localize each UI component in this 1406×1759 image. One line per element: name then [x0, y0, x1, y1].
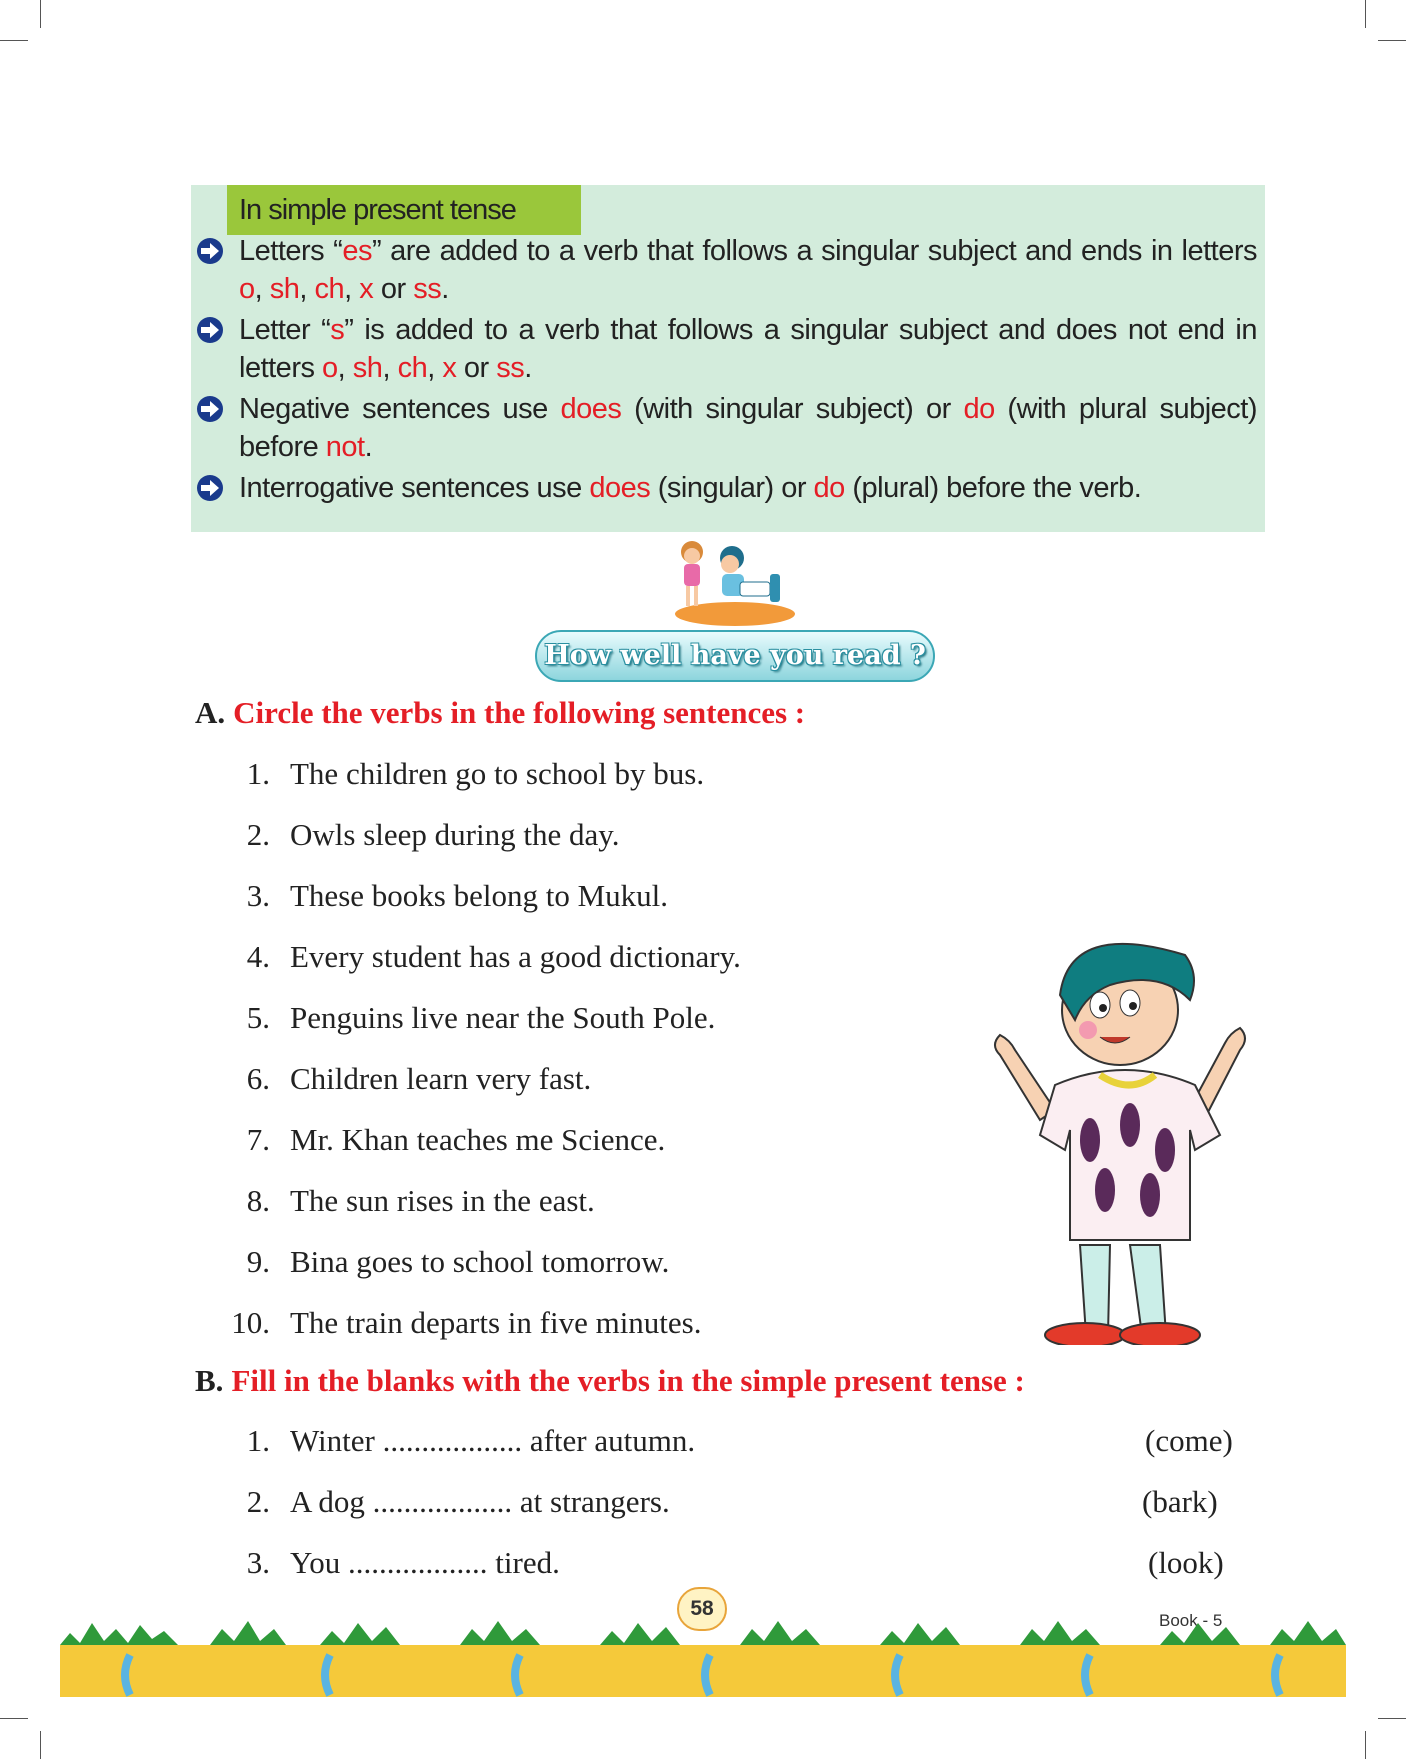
rule-fragment: ,	[254, 273, 270, 305]
rule-item	[239, 311, 1257, 387]
item-number: 9.	[246, 1244, 270, 1279]
rule-fragment: ,	[299, 273, 315, 305]
item-number: 3.	[246, 878, 270, 913]
rule-fragment: ,	[337, 352, 353, 384]
exercise-item	[246, 1545, 560, 1581]
item-text: Penguins live near the South Pole.	[290, 1000, 716, 1035]
highlighted-term: do	[813, 472, 845, 504]
exercise-item	[246, 1423, 696, 1459]
item-text: These books belong to Mukul.	[290, 878, 668, 913]
item-number: 8.	[246, 1183, 270, 1218]
rule-item	[239, 232, 1257, 308]
section-title: Circle the verbs in the following sentences :	[233, 695, 806, 730]
exercise-item	[246, 878, 668, 914]
rule-fragment: Negative sentences use	[239, 393, 561, 425]
rule-fragment: ,	[427, 352, 443, 384]
highlighted-term: o	[239, 273, 255, 305]
section-b-heading	[195, 1363, 1025, 1399]
highlighted-term: do	[963, 393, 995, 425]
rule-fragment: (plural) before the verb.	[844, 472, 1142, 504]
exercise-item	[246, 756, 705, 792]
verb-hint: (bark)	[1142, 1484, 1218, 1519]
crop-mark	[40, 1731, 41, 1759]
item-text: A dog .................. at strangers.	[290, 1484, 670, 1519]
rule-fragment: .	[364, 431, 373, 463]
exercise-item	[246, 1000, 716, 1036]
rule-fragment: Interrogative sentences use	[239, 472, 590, 504]
rule-fragment: .	[441, 273, 449, 305]
item-number: 1.	[246, 1423, 270, 1458]
rule-item	[239, 390, 1257, 466]
arrow-bullet-icon	[195, 236, 225, 266]
highlighted-term: ch	[397, 352, 428, 384]
highlighted-term: sh	[269, 273, 300, 305]
highlighted-term: es	[342, 235, 372, 267]
exercise-item	[246, 1122, 666, 1158]
item-number: 2.	[246, 1484, 270, 1519]
rule-fragment: (with singular subject) or	[621, 393, 964, 425]
item-text: The train departs in five minutes.	[290, 1305, 702, 1340]
item-text: The sun rises in the east.	[290, 1183, 595, 1218]
item-text: Mr. Khan teaches me Science.	[290, 1122, 666, 1157]
highlighted-term: does	[560, 393, 622, 425]
highlighted-term: ch	[314, 273, 345, 305]
arrow-bullet-icon	[195, 473, 225, 503]
item-number: 5.	[246, 1000, 270, 1035]
highlighted-term: x	[442, 352, 457, 384]
exercise-item	[246, 1183, 595, 1219]
item-text: The children go to school by bus.	[290, 756, 705, 791]
item-text: You .................. tired.	[290, 1545, 560, 1580]
rule-fragment: ,	[382, 352, 398, 384]
highlighted-term: does	[589, 472, 651, 504]
section-letter: A.	[195, 695, 226, 730]
page-number: 58	[677, 1587, 727, 1631]
rule-fragment: ” are added to a verb that follows a singular subject and ends in letters	[371, 235, 1257, 267]
rules-title: In simple present tense	[227, 185, 581, 235]
boy-illustration	[980, 925, 1260, 1345]
highlighted-term: ss	[413, 273, 442, 305]
rule-fragment: (with plural subject) before	[239, 393, 1258, 463]
rule-fragment: Letters “	[239, 235, 343, 267]
item-number: 6.	[246, 1061, 270, 1096]
section-a-heading	[195, 695, 805, 731]
rule-text	[239, 472, 1141, 504]
exercise-item	[246, 939, 741, 975]
how-well-banner: How well have you read ?	[535, 630, 935, 682]
item-text: Winter .................. after autumn.	[290, 1423, 696, 1458]
exercise-item	[246, 1061, 592, 1097]
rule-text	[239, 393, 1257, 463]
footer-decoration	[60, 1615, 1346, 1697]
highlighted-term: o	[322, 352, 338, 384]
section-letter: B.	[195, 1363, 224, 1398]
crop-mark	[0, 40, 28, 41]
crop-mark	[1378, 40, 1406, 41]
highlighted-term: x	[359, 273, 374, 305]
crop-mark	[1365, 0, 1366, 28]
highlighted-term: ss	[496, 352, 525, 384]
arrow-bullet-icon	[195, 394, 225, 424]
item-number: 4.	[246, 939, 270, 974]
rule-fragment: ,	[344, 273, 360, 305]
book-label: Book - 5	[1159, 1611, 1223, 1630]
item-text: Bina goes to school tomorrow.	[290, 1244, 670, 1279]
item-number: 3.	[246, 1545, 270, 1580]
verb-hint: (come)	[1145, 1423, 1233, 1458]
exercise-item	[246, 817, 620, 853]
rule-fragment: or	[456, 352, 497, 384]
highlighted-term: s	[330, 314, 345, 346]
rule-text	[239, 314, 1257, 384]
item-number: 2.	[246, 817, 270, 852]
verb-hint: (look)	[1148, 1545, 1224, 1580]
item-number: 1.	[246, 756, 270, 791]
rule-item	[239, 469, 1257, 507]
exercise-item	[231, 1305, 702, 1341]
rule-text	[239, 235, 1257, 305]
crop-mark	[1378, 1718, 1406, 1719]
exercise-item	[246, 1244, 670, 1280]
crop-mark	[0, 1718, 28, 1719]
item-text: Owls sleep during the day.	[290, 817, 620, 852]
crop-mark	[40, 0, 41, 28]
highlighted-term: sh	[352, 352, 383, 384]
reading-children-illustration	[670, 534, 800, 629]
rule-fragment: or	[373, 273, 414, 305]
exercise-item	[246, 1484, 670, 1520]
crop-mark	[1365, 1731, 1366, 1759]
rule-fragment: Letter “	[239, 314, 331, 346]
rule-fragment: (singular) or	[650, 472, 814, 504]
item-text: Every student has a good dictionary.	[290, 939, 741, 974]
item-number: 7.	[246, 1122, 270, 1157]
arrow-bullet-icon	[195, 315, 225, 345]
section-title: Fill in the blanks with the verbs in the simple present tense :	[231, 1363, 1025, 1398]
rule-fragment: .	[524, 352, 532, 384]
item-text: Children learn very fast.	[290, 1061, 592, 1096]
highlighted-term: not	[325, 431, 365, 463]
item-number: 10.	[231, 1305, 270, 1340]
rule-fragment: ” is added to a verb that follows a singular subject and does not end in letters	[239, 314, 1258, 384]
